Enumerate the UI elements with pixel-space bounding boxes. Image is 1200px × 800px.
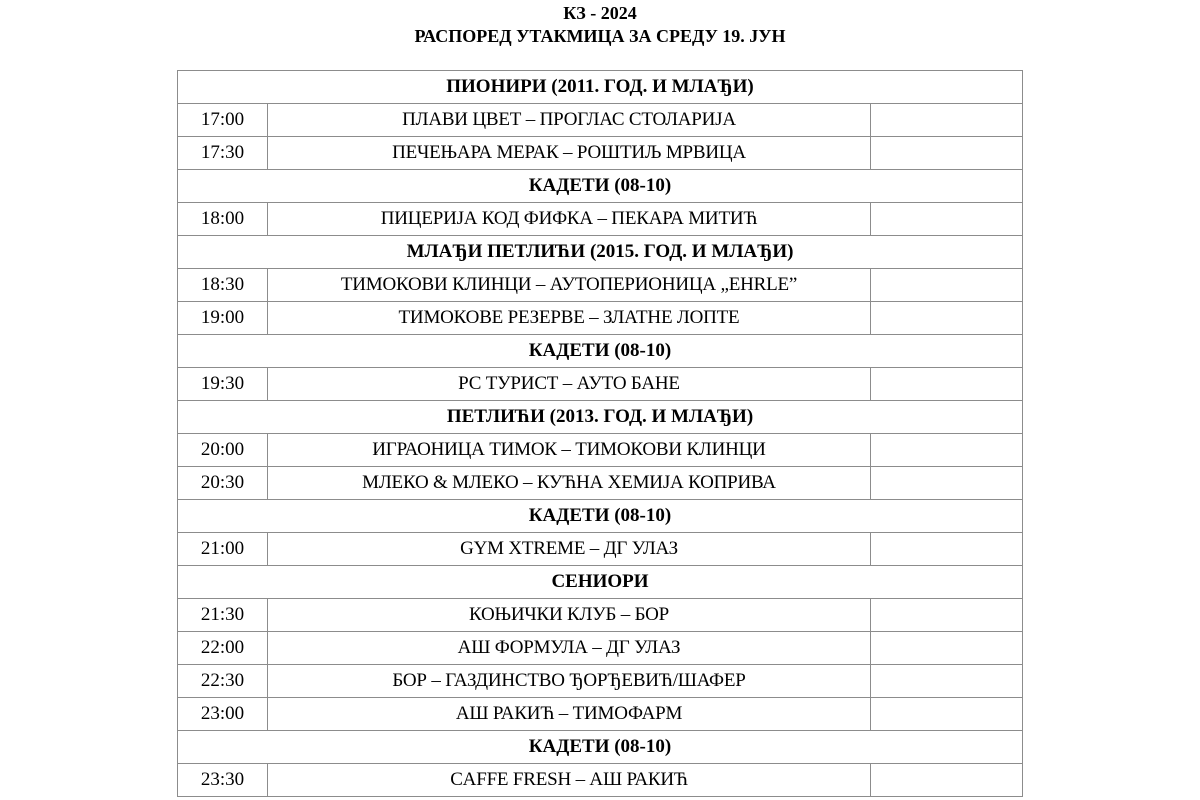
category-heading: МЛАЂИ ПЕТЛИЋИ (2015. ГОД. И МЛАЂИ) [178,236,1023,269]
match-teams: CAFFE FRESH – АШ РАКИЋ [268,764,871,797]
match-row [178,203,1023,236]
match-result [871,104,1023,137]
match-result [871,533,1023,566]
schedule-table [177,70,1023,797]
category-heading: КАДЕТИ (08-10) [178,335,1023,368]
match-row [178,467,1023,500]
category-heading: КАДЕТИ (08-10) [178,731,1023,764]
match-time: 17:00 [178,104,268,137]
match-row [178,533,1023,566]
category-row [178,566,1023,599]
match-result [871,203,1023,236]
match-time: 23:30 [178,764,268,797]
match-result [871,632,1023,665]
match-result [871,698,1023,731]
category-row [178,71,1023,104]
category-row [178,731,1023,764]
match-time: 17:30 [178,137,268,170]
document-subtitle: РАСПОРЕД УТАКМИЦА ЗА СРЕДУ 19. ЈУН [414,26,786,46]
match-teams: ТИМОКОВЕ РЕЗЕРВЕ – ЗЛАТНЕ ЛОПТЕ [268,302,871,335]
match-time: 21:00 [178,533,268,566]
category-heading: СЕНИОРИ [178,566,1023,599]
match-result [871,302,1023,335]
category-row [178,236,1023,269]
match-row [178,698,1023,731]
match-row [178,137,1023,170]
match-row [178,632,1023,665]
category-row [178,500,1023,533]
match-teams: ИГРАОНИЦА ТИМОК – ТИМОКОВИ КЛИНЦИ [268,434,871,467]
match-time: 20:30 [178,467,268,500]
match-result [871,467,1023,500]
match-time: 19:00 [178,302,268,335]
match-teams: ТИМОКОВИ КЛИНЦИ – АУТОПЕРИОНИЦА „EHRLE” [268,269,871,302]
match-result [871,599,1023,632]
match-teams: ПЕЧЕЊАРА МЕРАК – РОШТИЉ МРВИЦА [268,137,871,170]
category-row [178,170,1023,203]
match-time: 23:00 [178,698,268,731]
schedule-body [178,71,1023,797]
match-teams: АШ РАКИЋ – ТИМОФАРМ [268,698,871,731]
category-row [178,335,1023,368]
category-row [178,401,1023,434]
category-heading: ПЕТЛИЋИ (2013. ГОД. И МЛАЂИ) [178,401,1023,434]
match-result [871,764,1023,797]
match-result [871,368,1023,401]
match-teams: КОЊИЧКИ КЛУБ – БОР [268,599,871,632]
match-row [178,764,1023,797]
match-time: 18:00 [178,203,268,236]
match-row [178,434,1023,467]
match-result [871,434,1023,467]
match-time: 20:00 [178,434,268,467]
match-time: 19:30 [178,368,268,401]
match-row [178,665,1023,698]
category-heading: ПИОНИРИ (2011. ГОД. И МЛАЂИ) [178,71,1023,104]
document-title: КЗ - 2024 [563,3,637,23]
match-row [178,302,1023,335]
match-teams: БОР – ГАЗДИНСТВО ЂОРЂЕВИЋ/ШАФЕР [268,665,871,698]
match-teams: МЛЕКО & МЛЕКО – КУЋНА ХЕМИЈА КОПРИВА [268,467,871,500]
match-result [871,137,1023,170]
match-row [178,599,1023,632]
match-result [871,269,1023,302]
category-heading: КАДЕТИ (08-10) [178,500,1023,533]
match-row [178,104,1023,137]
match-teams: ПЛАВИ ЦВЕТ – ПРОГЛАС СТОЛАРИЈА [268,104,871,137]
match-time: 21:30 [178,599,268,632]
match-teams: GYM XTREME – ДГ УЛАЗ [268,533,871,566]
match-teams: ПИЦЕРИЈА КОД ФИФКА – ПЕКАРА МИТИЋ [268,203,871,236]
match-teams: РС ТУРИСТ – АУТО БАНЕ [268,368,871,401]
match-row [178,269,1023,302]
match-result [871,665,1023,698]
category-heading: КАДЕТИ (08-10) [178,170,1023,203]
match-time: 18:30 [178,269,268,302]
match-time: 22:00 [178,632,268,665]
match-teams: АШ ФОРМУЛА – ДГ УЛАЗ [268,632,871,665]
match-time: 22:30 [178,665,268,698]
match-row [178,368,1023,401]
